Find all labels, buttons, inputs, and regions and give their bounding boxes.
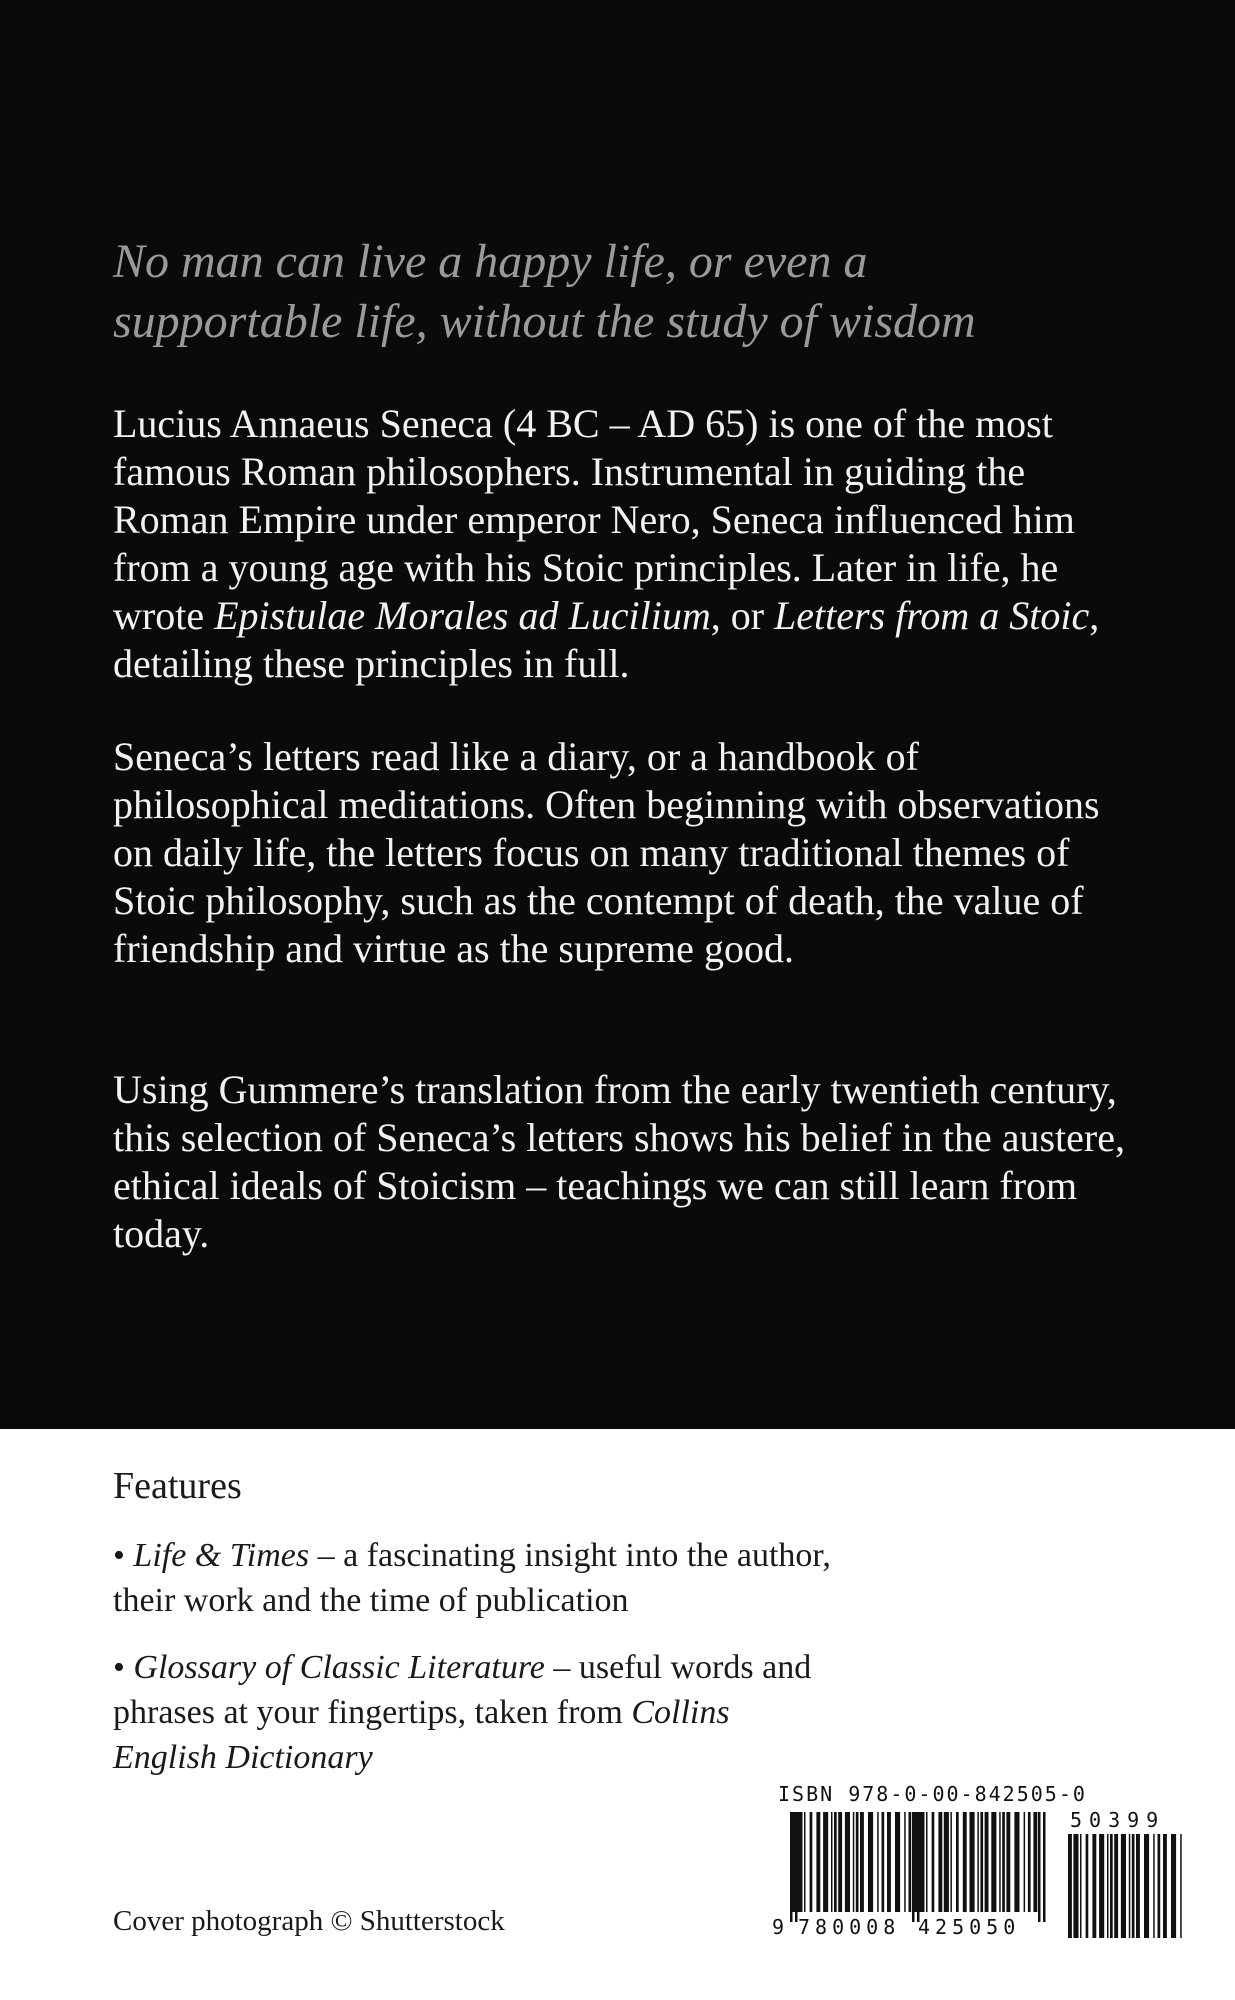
ean-left-digits: 780008 xyxy=(798,1915,901,1938)
feature-item xyxy=(113,1533,833,1623)
barcode-bar xyxy=(1080,1834,1082,1938)
barcode-guard-bar xyxy=(795,1812,798,1922)
barcode-bar xyxy=(938,1812,942,1912)
barcode-bar xyxy=(810,1812,813,1912)
barcode-bar xyxy=(887,1812,891,1912)
features-heading: Features xyxy=(113,1465,242,1507)
epigraph-quote xyxy=(113,232,1143,352)
barcode-bar xyxy=(950,1812,952,1912)
barcode-bar xyxy=(1014,1812,1019,1912)
barcode-bar xyxy=(1180,1834,1182,1938)
barcode-bar xyxy=(909,1812,912,1912)
barcode-bar xyxy=(1153,1834,1155,1938)
barcode-bar xyxy=(1006,1812,1010,1912)
barcode-bar xyxy=(868,1812,873,1912)
barcode-bar xyxy=(1107,1834,1109,1938)
barcode-bar xyxy=(970,1812,975,1912)
addon-digits: 50399 xyxy=(1070,1808,1166,1832)
barcode-bar xyxy=(1110,1834,1113,1938)
feature-text: – a fascinating insight into the author, their work and the time of publication xyxy=(113,1537,831,1619)
barcode-bar xyxy=(860,1812,864,1912)
barcode-bar xyxy=(838,1812,842,1912)
barcode-bar xyxy=(1073,1834,1078,1938)
book-title-latin: Epistulae Morales ad Lucilium xyxy=(214,593,711,638)
barcode-bar xyxy=(882,1812,885,1912)
barcode-bar xyxy=(1092,1834,1096,1938)
feature-item xyxy=(113,1645,833,1780)
barcode-bar xyxy=(980,1812,983,1912)
barcode-bar xyxy=(804,1812,806,1912)
barcode-bar xyxy=(963,1812,967,1912)
barcode-bar xyxy=(1002,1812,1005,1912)
isbn-label: ISBN 978-0-00-842505-0 xyxy=(778,1782,1087,1806)
barcode-bar xyxy=(831,1812,833,1912)
barcode-bar xyxy=(895,1812,900,1912)
barcode-bar xyxy=(1163,1834,1167,1938)
barcode-bar xyxy=(845,1812,850,1912)
barcode-bar xyxy=(1158,1834,1161,1938)
barcode-bar xyxy=(944,1812,949,1912)
barcode-bar xyxy=(926,1812,928,1912)
blurb-1-text-b: , or xyxy=(710,593,775,638)
barcode-bar xyxy=(1136,1834,1140,1938)
barcode-bar xyxy=(1068,1834,1072,1938)
barcode-bar xyxy=(853,1812,855,1912)
barcode-bar xyxy=(919,1812,924,1912)
barcode-bar xyxy=(1033,1812,1037,1912)
blurb-1-text-a: Lucius Annaeus Seneca (4 BC – AD 65) is one of the most famous Roman philosophers. Instrumental in guiding the Roman Empire under emperor Nero, Seneca influenced him from a young age with his Stoic principles. Later in life, he wrote xyxy=(113,401,1075,638)
barcode-bar xyxy=(816,1812,820,1912)
barcode-bar xyxy=(797,1812,802,1912)
barcode-bar xyxy=(1132,1834,1135,1938)
ean-right-digits: 425050 xyxy=(918,1915,1021,1938)
barcode-bar xyxy=(1028,1812,1031,1912)
epigraph-line-2: supportable life, without the study of wisdom xyxy=(113,295,976,348)
barcode-guard-bar xyxy=(790,1812,793,1922)
barcode-guard-bar xyxy=(1043,1812,1046,1922)
epigraph-line-1: No man can live a happy life, or even a xyxy=(113,235,868,288)
barcode-bar xyxy=(999,1812,1001,1912)
barcode-bar xyxy=(1114,1834,1118,1938)
book-title-english: Letters from a Stoic xyxy=(774,593,1090,638)
barcode-guard-bar xyxy=(917,1812,920,1922)
barcode-bar xyxy=(956,1812,959,1912)
ean-first-digit: 9 xyxy=(772,1915,785,1938)
barcode-bar xyxy=(904,1812,906,1912)
barcode-guard-bar xyxy=(1038,1812,1041,1922)
barcode-bar xyxy=(834,1812,837,1912)
barcode-bar xyxy=(1171,1834,1176,1938)
barcode-bar xyxy=(823,1812,828,1912)
blurb-paragraph-1 xyxy=(113,400,1143,688)
barcode-bar xyxy=(1129,1834,1131,1938)
barcode-bar xyxy=(991,1812,996,1912)
barcode-bar xyxy=(932,1812,935,1912)
barcode-bar xyxy=(985,1812,989,1912)
blurb-paragraph-2: Seneca’s letters read like a diary, or a handbook of philosophical meditations. Often beginning with observations on daily life, the letters focus on many traditional themes of Stoic philosophy, such as the contempt of death, the value of friendship and virtue as the supreme good. xyxy=(113,734,1100,971)
feature-title: Life & Times xyxy=(133,1537,310,1574)
barcode-bar xyxy=(1144,1834,1149,1938)
barcode-bar xyxy=(1121,1834,1126,1938)
barcode-bar xyxy=(1086,1834,1089,1938)
feature-text: – useful words and phrases at your fingertips, taken from xyxy=(113,1649,812,1731)
barcode-guard-bar xyxy=(912,1812,915,1922)
blurb-1-text-c: , detailing these principles in full. xyxy=(113,593,1100,686)
dictionary-title: Collins English Dictionary xyxy=(113,1694,730,1776)
barcode-bar xyxy=(877,1812,879,1912)
barcode-bar xyxy=(1099,1834,1104,1938)
blurb-paragraph-3: Using Gummere’s translation from the early twentieth century, this selection of Seneca’s letters shows his belief in the austere, ethical ideals of Stoicism – teachings we can still learn from today. xyxy=(113,1067,1125,1256)
bullet: • xyxy=(113,1649,125,1686)
bullet: • xyxy=(113,1537,125,1574)
feature-title: Glossary of Classic Literature xyxy=(133,1649,545,1686)
barcode-bar xyxy=(1024,1812,1026,1912)
barcode-bar xyxy=(977,1812,979,1912)
cover-photo-credit: Cover photograph © Shutterstock xyxy=(113,1905,505,1937)
isbn-barcode xyxy=(768,1808,1193,1938)
barcode-bar xyxy=(856,1812,859,1912)
